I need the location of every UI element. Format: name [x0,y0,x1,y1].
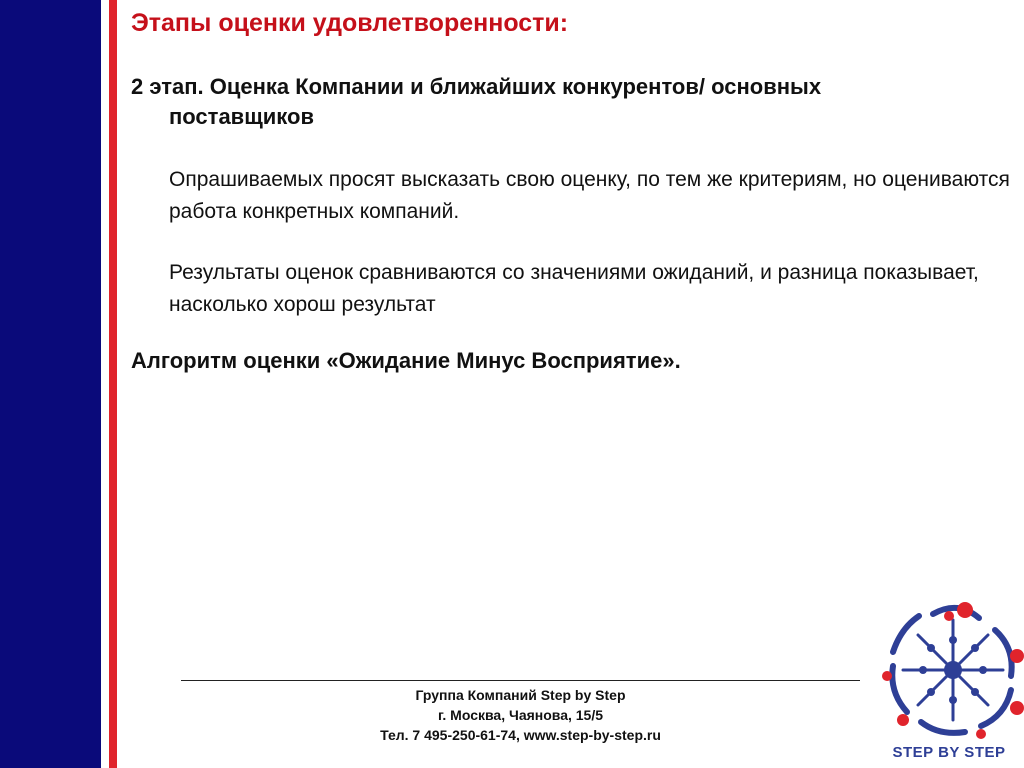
logo-caption: STEP BY STEP [892,744,1006,761]
left-red-stripe [109,0,117,768]
stage-heading-line2: поставщиков [169,104,314,129]
paragraph-criteria: Опрашиваемых просят высказать свою оценку, по тем же критериям, но оцениваются работа конкретных компаний. [169,168,1010,223]
footer-address: г. Москва, Чаянова, 15/5 [437,707,604,723]
footer [181,685,860,745]
step-by-step-wheel-icon [874,598,1024,744]
slide-title: Этапы оценки удовлетворенности: [131,9,569,37]
footer-contacts: Тел. 7 495-250-61-74, www.step-by-step.ru [380,727,661,743]
footer-divider [181,680,860,681]
algorithm-text: Алгоритм оценки «Ожидание Минус Восприятие». [131,348,681,373]
company-logo [874,598,1024,768]
left-blue-stripe [0,0,101,768]
footer-company: Группа Компаний Step by Step [415,687,626,703]
left-white-gap [101,0,109,768]
stage-heading-line1: 2 этап. Оценка Компании и ближайших конкурентов/ основных [131,74,822,99]
paragraph-results: Результаты оценок сравниваются со значениями ожиданий, и разница показывает, насколько хорош результат [169,261,979,316]
stage-heading [131,72,991,132]
